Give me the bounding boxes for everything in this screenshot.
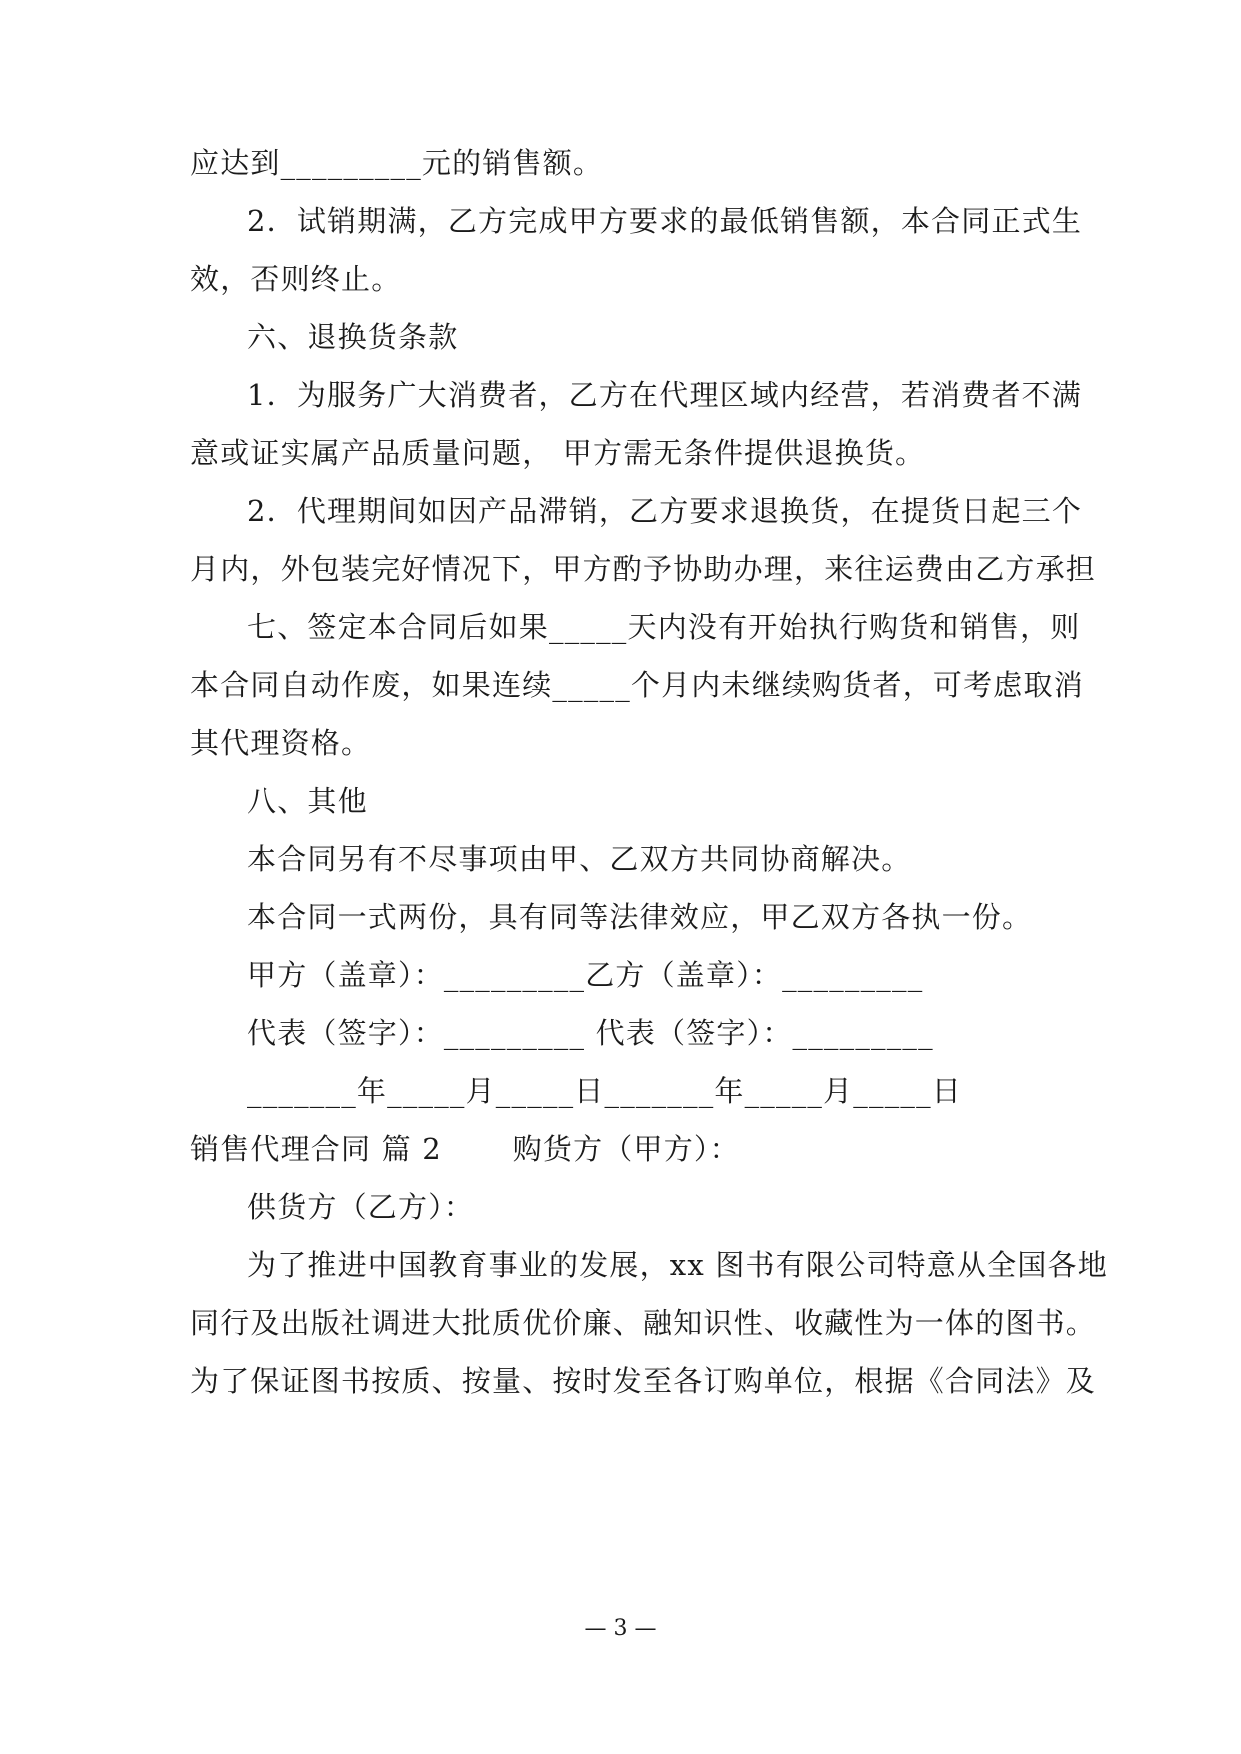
text-line: 月内，外包装完好情况下，甲方酌予协助办理，来往运费由乙方承担: [190, 552, 1097, 586]
section-heading: 八、其他: [247, 784, 368, 818]
section-heading: 六、退换货条款: [247, 320, 459, 354]
text-line: 本合同一式两份，具有同等法律效应，甲乙双方各执一份。: [247, 900, 1033, 934]
text-line: 其代理资格。: [190, 726, 372, 760]
text-line: 为了推进中国教育事业的发展，xx 图书有限公司特意从全国各地: [247, 1248, 1108, 1282]
text-line: 1．为服务广大消费者，乙方在代理区域内经营，若消费者不满: [247, 378, 1083, 412]
text-line: 应达到_________元的销售额。: [190, 146, 604, 180]
text-line: 供货方（乙方）：: [247, 1190, 475, 1224]
text-line: 2．代理期间如因产品滞销，乙方要求退换货，在提货日起三个: [247, 494, 1083, 528]
signature-date-line: _______年_____月_____日_______年_____月_____日: [247, 1074, 963, 1108]
text-line: 效，否则终止。: [190, 262, 402, 296]
signature-line-representative: 代表（签字）：_________ 代表（签字）：_________: [247, 1016, 934, 1050]
text-line: 本合同自动作废，如果连续_____个月内未继续购货者，可考虑取消: [190, 668, 1084, 702]
text-line: 意或证实属产品质量问题， 甲方需无条件提供退换货。: [190, 436, 926, 470]
page-number: — 3 —: [584, 1616, 657, 1641]
text-line: 为了保证图书按质、按量、按时发至各订购单位，根据《合同法》及: [190, 1364, 1097, 1398]
text-line: 2．试销期满，乙方完成甲方要求的最低销售额，本合同正式生: [247, 204, 1083, 238]
section-heading: 七、签定本合同后如果_____天内没有开始执行购货和销售，则: [247, 610, 1081, 644]
contract-title-line: 销售代理合同 篇 2 购货方（甲方）：: [190, 1132, 740, 1166]
text-line: 本合同另有不尽事项由甲、乙双方共同协商解决。: [247, 842, 912, 876]
text-line: 同行及出版社调进大批质优价廉、融知识性、收藏性为一体的图书。: [190, 1306, 1097, 1340]
signature-line-seal: 甲方（盖章）：_________乙方（盖章）：_________: [247, 958, 924, 992]
